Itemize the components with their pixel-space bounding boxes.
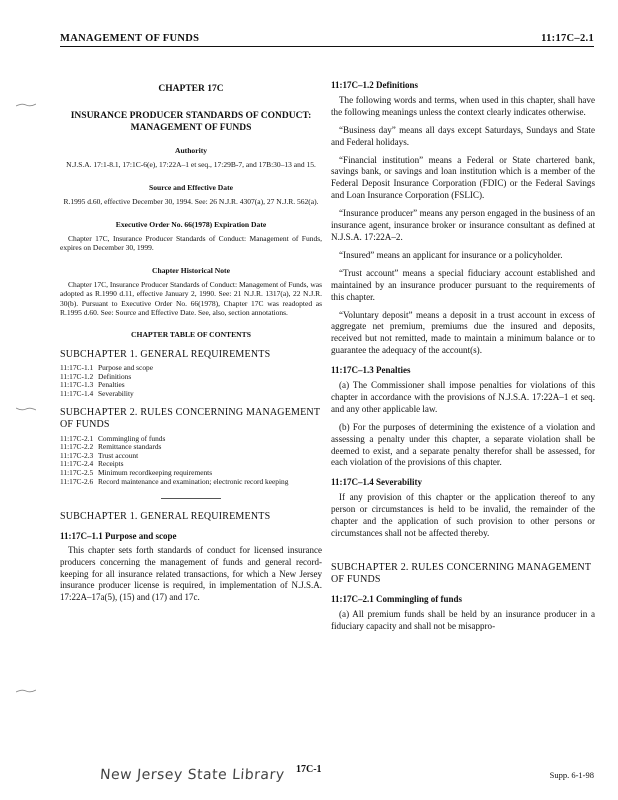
left-column (60, 78, 322, 609)
definition-voluntary-deposit: “Voluntary deposit” means a deposit in a trust account in excess of aggregate net premium, premiums due the insured and deposits, received but not remitted, made to maintain a minimum balance or to guarantee the adequacy of the account(s). (331, 309, 595, 356)
scan-mark (16, 94, 36, 98)
executive-order-heading: Executive Order No. 66(1978) Expiration Date (115, 219, 267, 229)
toc-subchapter-1: SUBCHAPTER 1. GENERAL REQUIREMENTS (60, 348, 271, 360)
toc-subchapter-1-list (60, 364, 322, 398)
section-1-3-a: (a) The Commissioner shall impose penalties for violations of this chapter in accordance with the provisions of N.J.S.A. 17:22A–1 et seq. and any other applicable law. (331, 380, 595, 414)
section-1-4-text: If any provision of this chapter or the application thereof to any person or circumstances is held to be invalid, the remainder of the chapter and the application of such provision to other persons or circumstances shall not be affected thereby. (331, 492, 595, 538)
header-section-number: 11:17C–2.1 (541, 33, 594, 44)
definitions-intro: The following words and terms, when used in this chapter, shall have the following meanings unless the context clearly indicates otherwise. (331, 94, 595, 117)
subchapter-2-heading: SUBCHAPTER 2. RULES CONCERNING MANAGEMENT OF FUNDS (331, 561, 591, 585)
toc-item[interactable]: 11:17C-1.3 Penalties (60, 380, 125, 390)
authority-text: N.J.S.A. 17:1-8.1, 17:1C-6(e), 17:22A–1 et seq., 17:29B-7, and 17B:30–13 and 15. (66, 160, 316, 170)
definition-financial-institution: “Financial institution” means a Federal or State chartered bank, savings bank, or savings and loan institution which is a member of the Federal Deposit Insurance Corporation (FDIC) or the Federal Savings and Loan Insurance Corporation (FSLIC). (331, 154, 595, 201)
toc-item[interactable]: 11:17C-1.1 Purpose and scope (60, 363, 154, 373)
header-title: MANAGEMENT OF FUNDS (60, 33, 200, 44)
section-2-1-heading: 11:17C–2.1 Commingling of funds (331, 593, 463, 604)
source-heading: Source and Effective Date (148, 182, 233, 192)
library-stamp: New Jersey State Library (99, 767, 286, 783)
toc-item[interactable]: 11:17C-2.3 Trust account (60, 450, 139, 460)
definition-trust-account: “Trust account” means a special fiduciary account established and maintained by an insurance producer pursuant to the requirements of this chapter. (331, 267, 595, 302)
toc-subchapter-2-list (60, 435, 322, 487)
supplement-date: Supp. 6-1-98 (549, 770, 594, 780)
executive-order-text: Chapter 17C, Insurance Producer Standards of Conduct: Management of Funds, expires on December 30, 1999. (60, 234, 322, 253)
scan-mark (16, 680, 36, 684)
section-divider (161, 498, 221, 499)
authority-heading: Authority (174, 145, 208, 155)
chapter-title: INSURANCE PRODUCER STANDARDS OF CONDUCT: MANAGEMENT OF FUNDS (70, 110, 312, 134)
section-1-3-b: (b) For the purposes of determining the existence of a violation and assessing a penalty under this chapter, a separate violation shall be deemed to exist, and a separate penalty therefor shall be assessed, for each violation of the provisions of this chapter. (331, 421, 595, 468)
section-1-4-heading: 11:17C–1.4 Severability (331, 477, 422, 488)
toc-item[interactable]: 11:17C-2.4 Receipts (60, 459, 124, 469)
section-2-1-text: (a) All premium funds shall be held by an insurance producer in a fiduciary capacity and shall not be misappro- (331, 608, 595, 631)
toc-item[interactable]: 11:17C-2.1 Commingling of funds (60, 433, 166, 443)
source-text: R.1995 d.60, effective December 30, 1994. See: 26 N.J.R. 4307(a), 27 N.J.R. 562(a). (63, 197, 319, 207)
toc-item[interactable]: 11:17C-2.5 Minimum recordkeeping requirements (60, 467, 213, 477)
historical-note-heading: Chapter Historical Note (152, 265, 230, 275)
section-1-1-heading: 11:17C–1.1 Purpose and scope (60, 530, 177, 541)
right-column (331, 78, 595, 639)
running-header (60, 33, 594, 47)
definition-insured: “Insured” means an applicant for insurance or a policyholder. (339, 249, 563, 260)
section-1-3-heading: 11:17C–1.3 Penalties (331, 365, 411, 376)
historical-note-text: Chapter 17C, Insurance Producer Standards of Conduct: Management of Funds, was adopted as R.1990 d.11, effective January 2, 1990. See: 21 N.J.R. 1317(a), 22 N.J.R. 30(b). Pursuant to Executive Order No. 66(1978), Chapter 17C was readopted as R.1995 d.60. See: Source and Effective Date. See, also, section annotations. (60, 280, 322, 317)
toc-item[interactable]: 11:17C-1.2 Definitions (60, 371, 132, 381)
toc-item[interactable]: 11:17C-1.4 Severability (60, 388, 134, 398)
chapter-number: CHAPTER 17C (158, 84, 224, 94)
section-1-2-heading: 11:17C–1.2 Definitions (331, 80, 419, 90)
toc-subchapter-2: SUBCHAPTER 2. RULES CONCERNING MANAGEMENT OF FUNDS (60, 406, 320, 430)
definition-insurance-producer: “Insurance producer” means any person engaged in the business of an insurance agent, insurance broker or insurance consultant as defined at N.J.S.A. 17:22A–2. (331, 208, 595, 242)
toc-item[interactable]: 11:17C-2.6 Record maintenance and examination; electronic record keeping (60, 476, 289, 486)
scan-mark (16, 398, 36, 402)
subchapter-1-heading: SUBCHAPTER 1. GENERAL REQUIREMENTS (60, 511, 271, 523)
page-number: 17C-1 (296, 764, 322, 775)
definition-business-day: “Business day” means all days except Saturdays, Sundays and State and Federal holidays. (331, 124, 595, 147)
toc-heading: CHAPTER TABLE OF CONTENTS (131, 330, 251, 339)
toc-item[interactable]: 11:17C-2.2 Remittance standards (60, 442, 162, 452)
section-1-1-text: This chapter sets forth standards of conduct for licensed insurance producers concerning the management of funds and general record-keeping for all insurance related transactions, for which a New Jersey insurance producer license is required, in implementation of N.J.S.A. 17:22A–17a(5), (15) and (17) and 17c. (60, 545, 322, 602)
